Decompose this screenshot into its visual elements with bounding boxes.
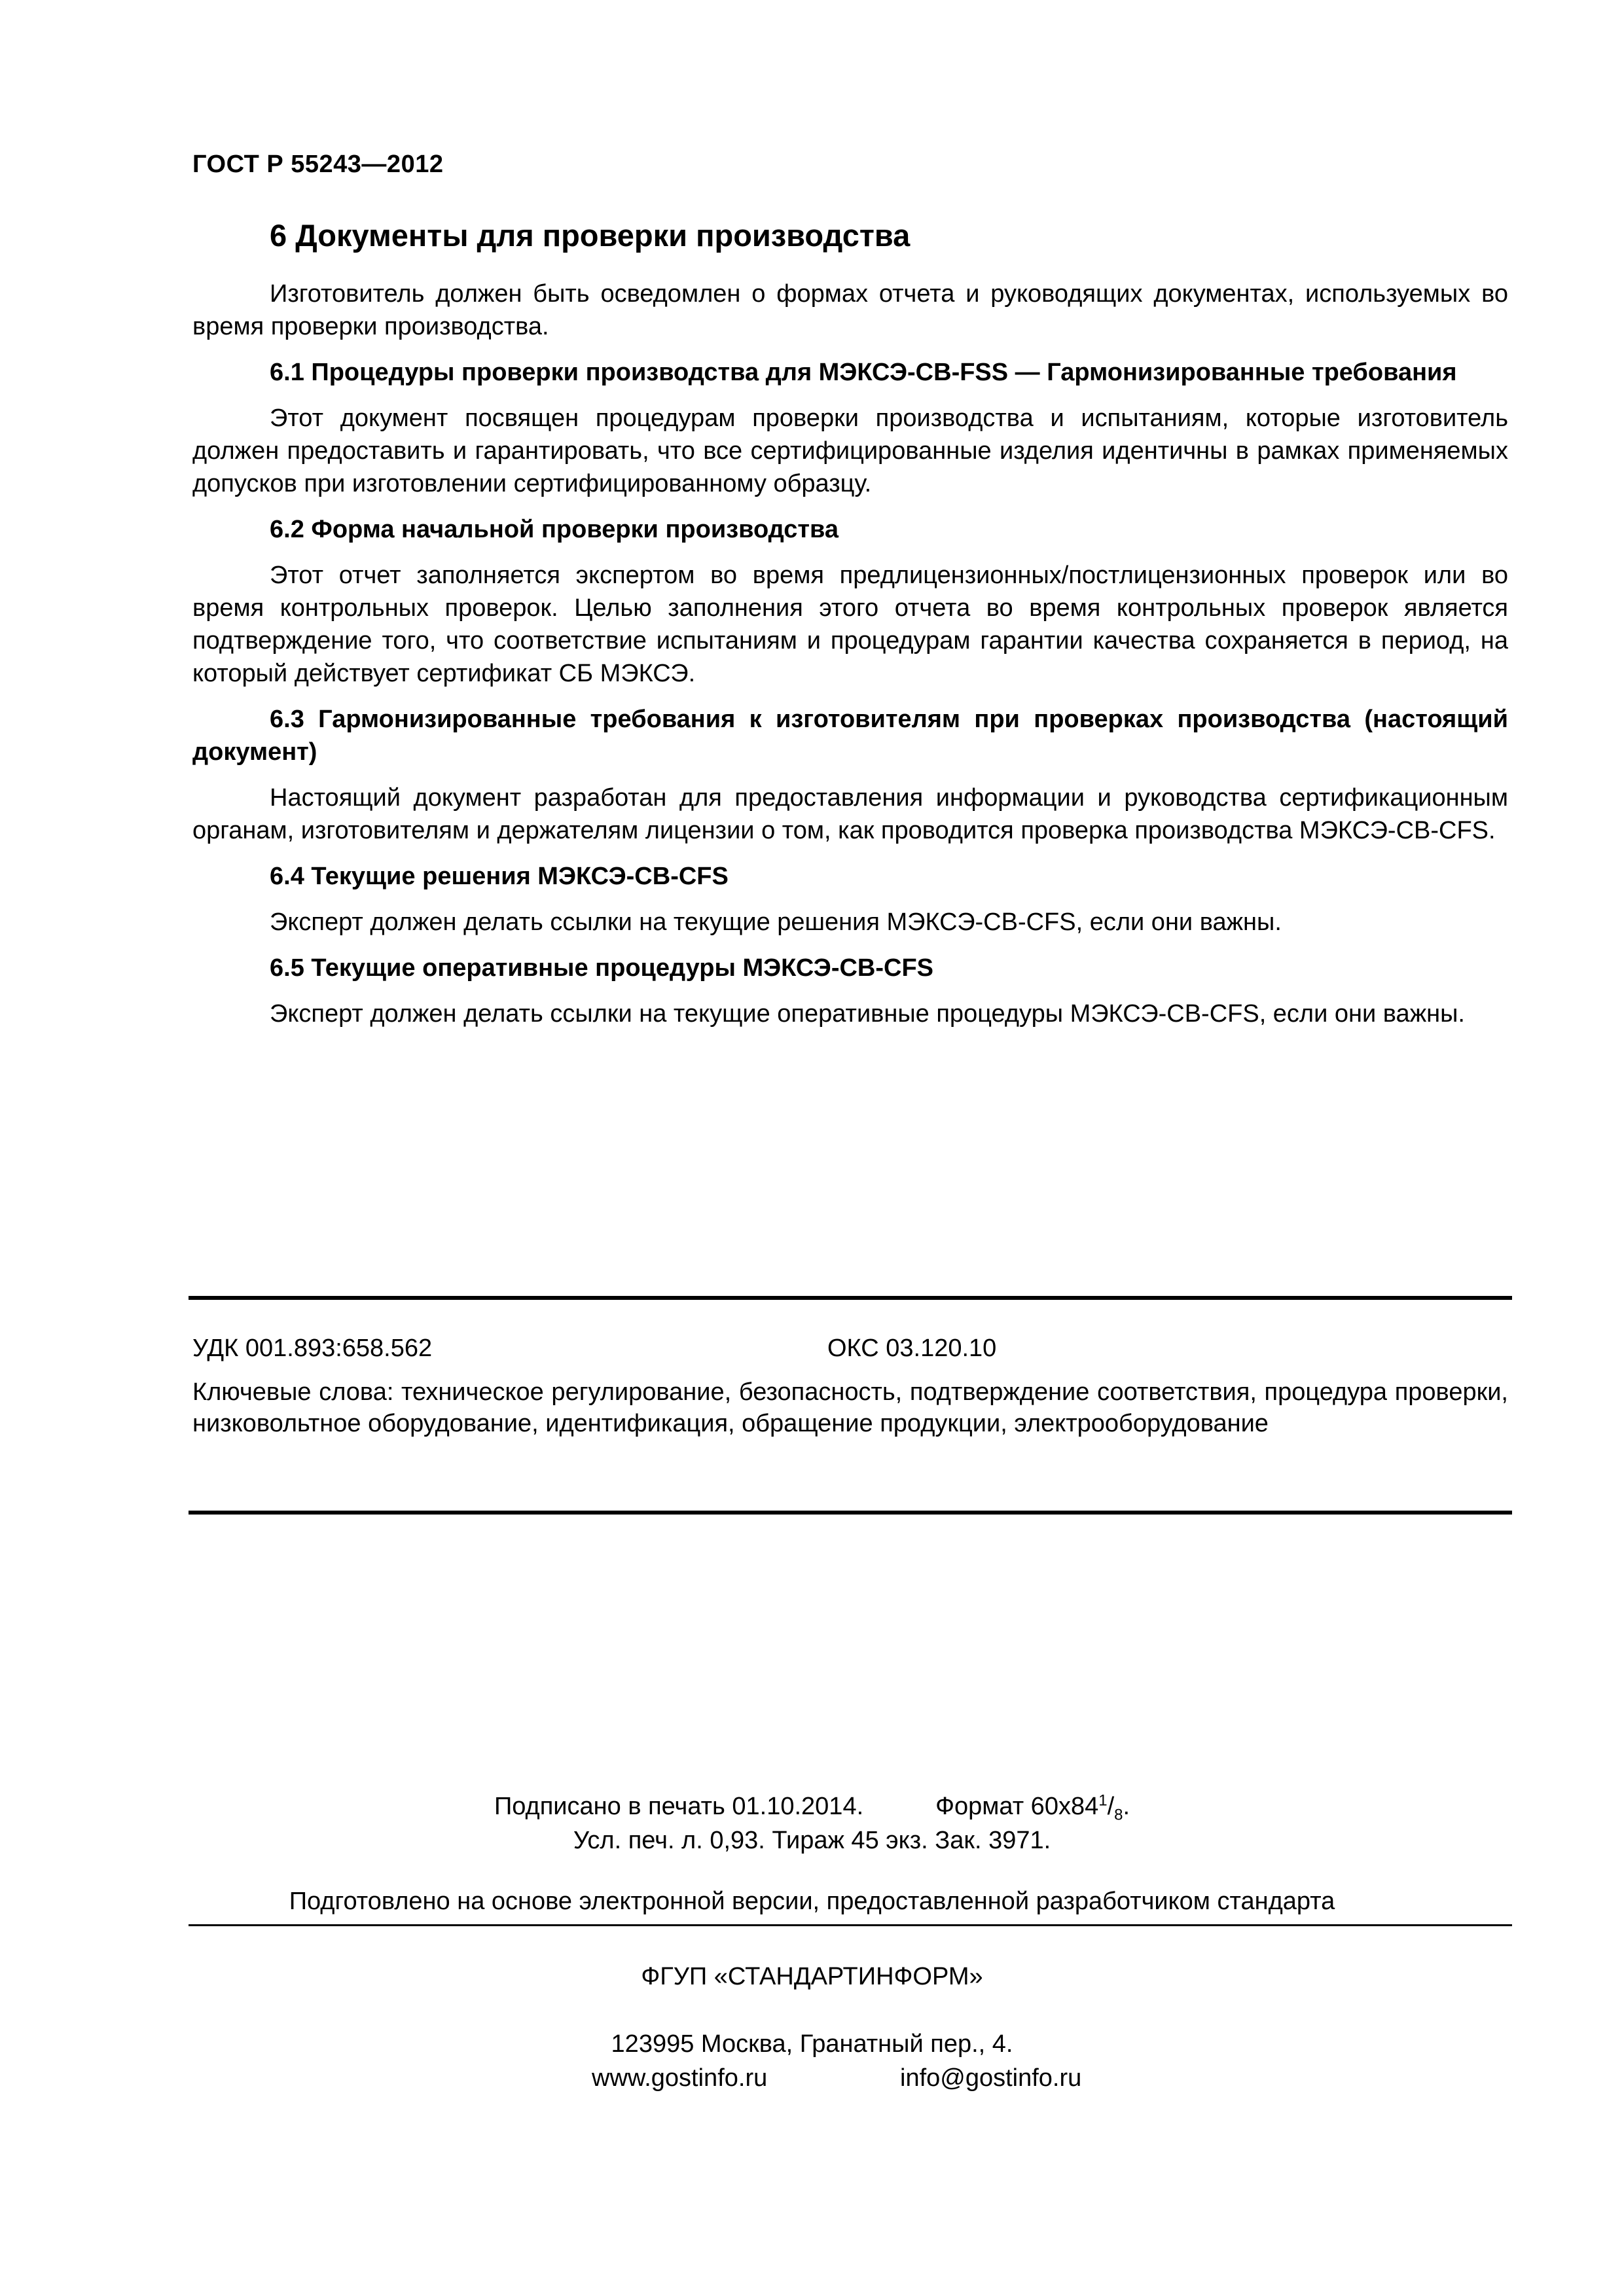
section-title: 6 Документы для проверки производства bbox=[270, 218, 911, 253]
imprint-rule bbox=[189, 1924, 1512, 1926]
imprint-signed: Подписано в печать 01.10.2014. bbox=[494, 1793, 864, 1820]
standard-code: ГОСТ Р 55243—2012 bbox=[192, 151, 444, 178]
subsection-text-6-1: Этот документ посвящен процедурам проверки производства и испытаниям, которые изготовитель должен предоставить и гарантировать, что все сертифицированные изделия идентичны в рамках применяемых допусков при изготовлении сертифицированному образцу. bbox=[192, 404, 1508, 498]
subsection-text-6-2: Этот отчет заполняется экспертом во время предлицензионных/постлицензионных проверок или во время контрольных проверок. Целью заполнения этого отчета во время контрольных проверок является подтверждение того, что соответствие испытаниям и процедурам гарантии качества сохраняется в период, на который действует сертификат СБ МЭКСЭ. bbox=[192, 562, 1508, 688]
oks-code: ОКС 03.120.10 bbox=[827, 1335, 997, 1362]
divider-top-rule bbox=[189, 1296, 1512, 1300]
imprint-prepared-note: Подготовлено на основе электронной версии, предоставленной разработчиком стандарта bbox=[289, 1888, 1335, 1915]
subsection-text-6-5: Эксперт должен делать ссылки на текущие оперативные процедуры МЭКСЭ-CB-CFS, если они важны. bbox=[270, 1000, 1465, 1028]
imprint-print-details: Усл. печ. л. 0,93. Тираж 45 экз. Зак. 3971. bbox=[573, 1827, 1051, 1854]
publisher-email-link[interactable]: info@gostinfo.ru bbox=[900, 2064, 1082, 2092]
subsection-heading-6-3: 6.3 Гармонизированные требования к изготовителям при проверках производства (настоящий документ) bbox=[192, 706, 1508, 766]
section-body bbox=[192, 209, 1508, 1043]
subsection-heading-6-1: 6.1 Процедуры проверки производства для МЭКСЭ-CB-FSS — Гармонизированные требования bbox=[270, 359, 1457, 387]
imprint-format: Формат $60x84^1/_8$. bbox=[935, 1791, 1130, 1824]
udk-code: УДК 001.893:658.562 bbox=[192, 1335, 433, 1362]
subsection-heading-6-5: 6.5 Текущие оперативные процедуры МЭКСЭ-CB-CFS bbox=[270, 954, 934, 982]
imprint-signed-line bbox=[0, 1790, 1624, 1823]
divider-bottom-rule bbox=[189, 1511, 1512, 1515]
publisher-website-link[interactable]: www.gostinfo.ru bbox=[592, 2064, 768, 2092]
subsection-text-6-3: Настоящий документ разработан для предоставления информации и руководства сертификационным органам, изготовителям и держателям лицензии о том, как проводится проверка производства МЭКСЭ-CB-CFS. bbox=[192, 784, 1508, 845]
subsection-heading-6-2: 6.2 Форма начальной проверки производства bbox=[270, 516, 839, 544]
publisher-name: ФГУП «СТАНДАРТИНФОРМ» bbox=[641, 1963, 983, 1990]
publisher-address: 123995 Москва, Гранатный пер., 4. bbox=[611, 2030, 1013, 2058]
subsection-text-6-4: Эксперт должен делать ссылки на текущие решения МЭКСЭ-CB-CFS, если они важны. bbox=[270, 908, 1282, 937]
section-intro: Изготовитель должен быть осведомлен о формах отчета и руководящих документах, используемых во время проверки производства. bbox=[192, 280, 1508, 341]
subsection-heading-6-4: 6.4 Текущие решения МЭКСЭ-CB-CFS bbox=[270, 863, 729, 891]
keywords-text: Ключевые слова: техническое регулирование, безопасность, подтверждение соответствия, процедура проверки, низковольтное оборудование, идентификация, обращение продукции, электрооборудование bbox=[192, 1378, 1508, 1437]
